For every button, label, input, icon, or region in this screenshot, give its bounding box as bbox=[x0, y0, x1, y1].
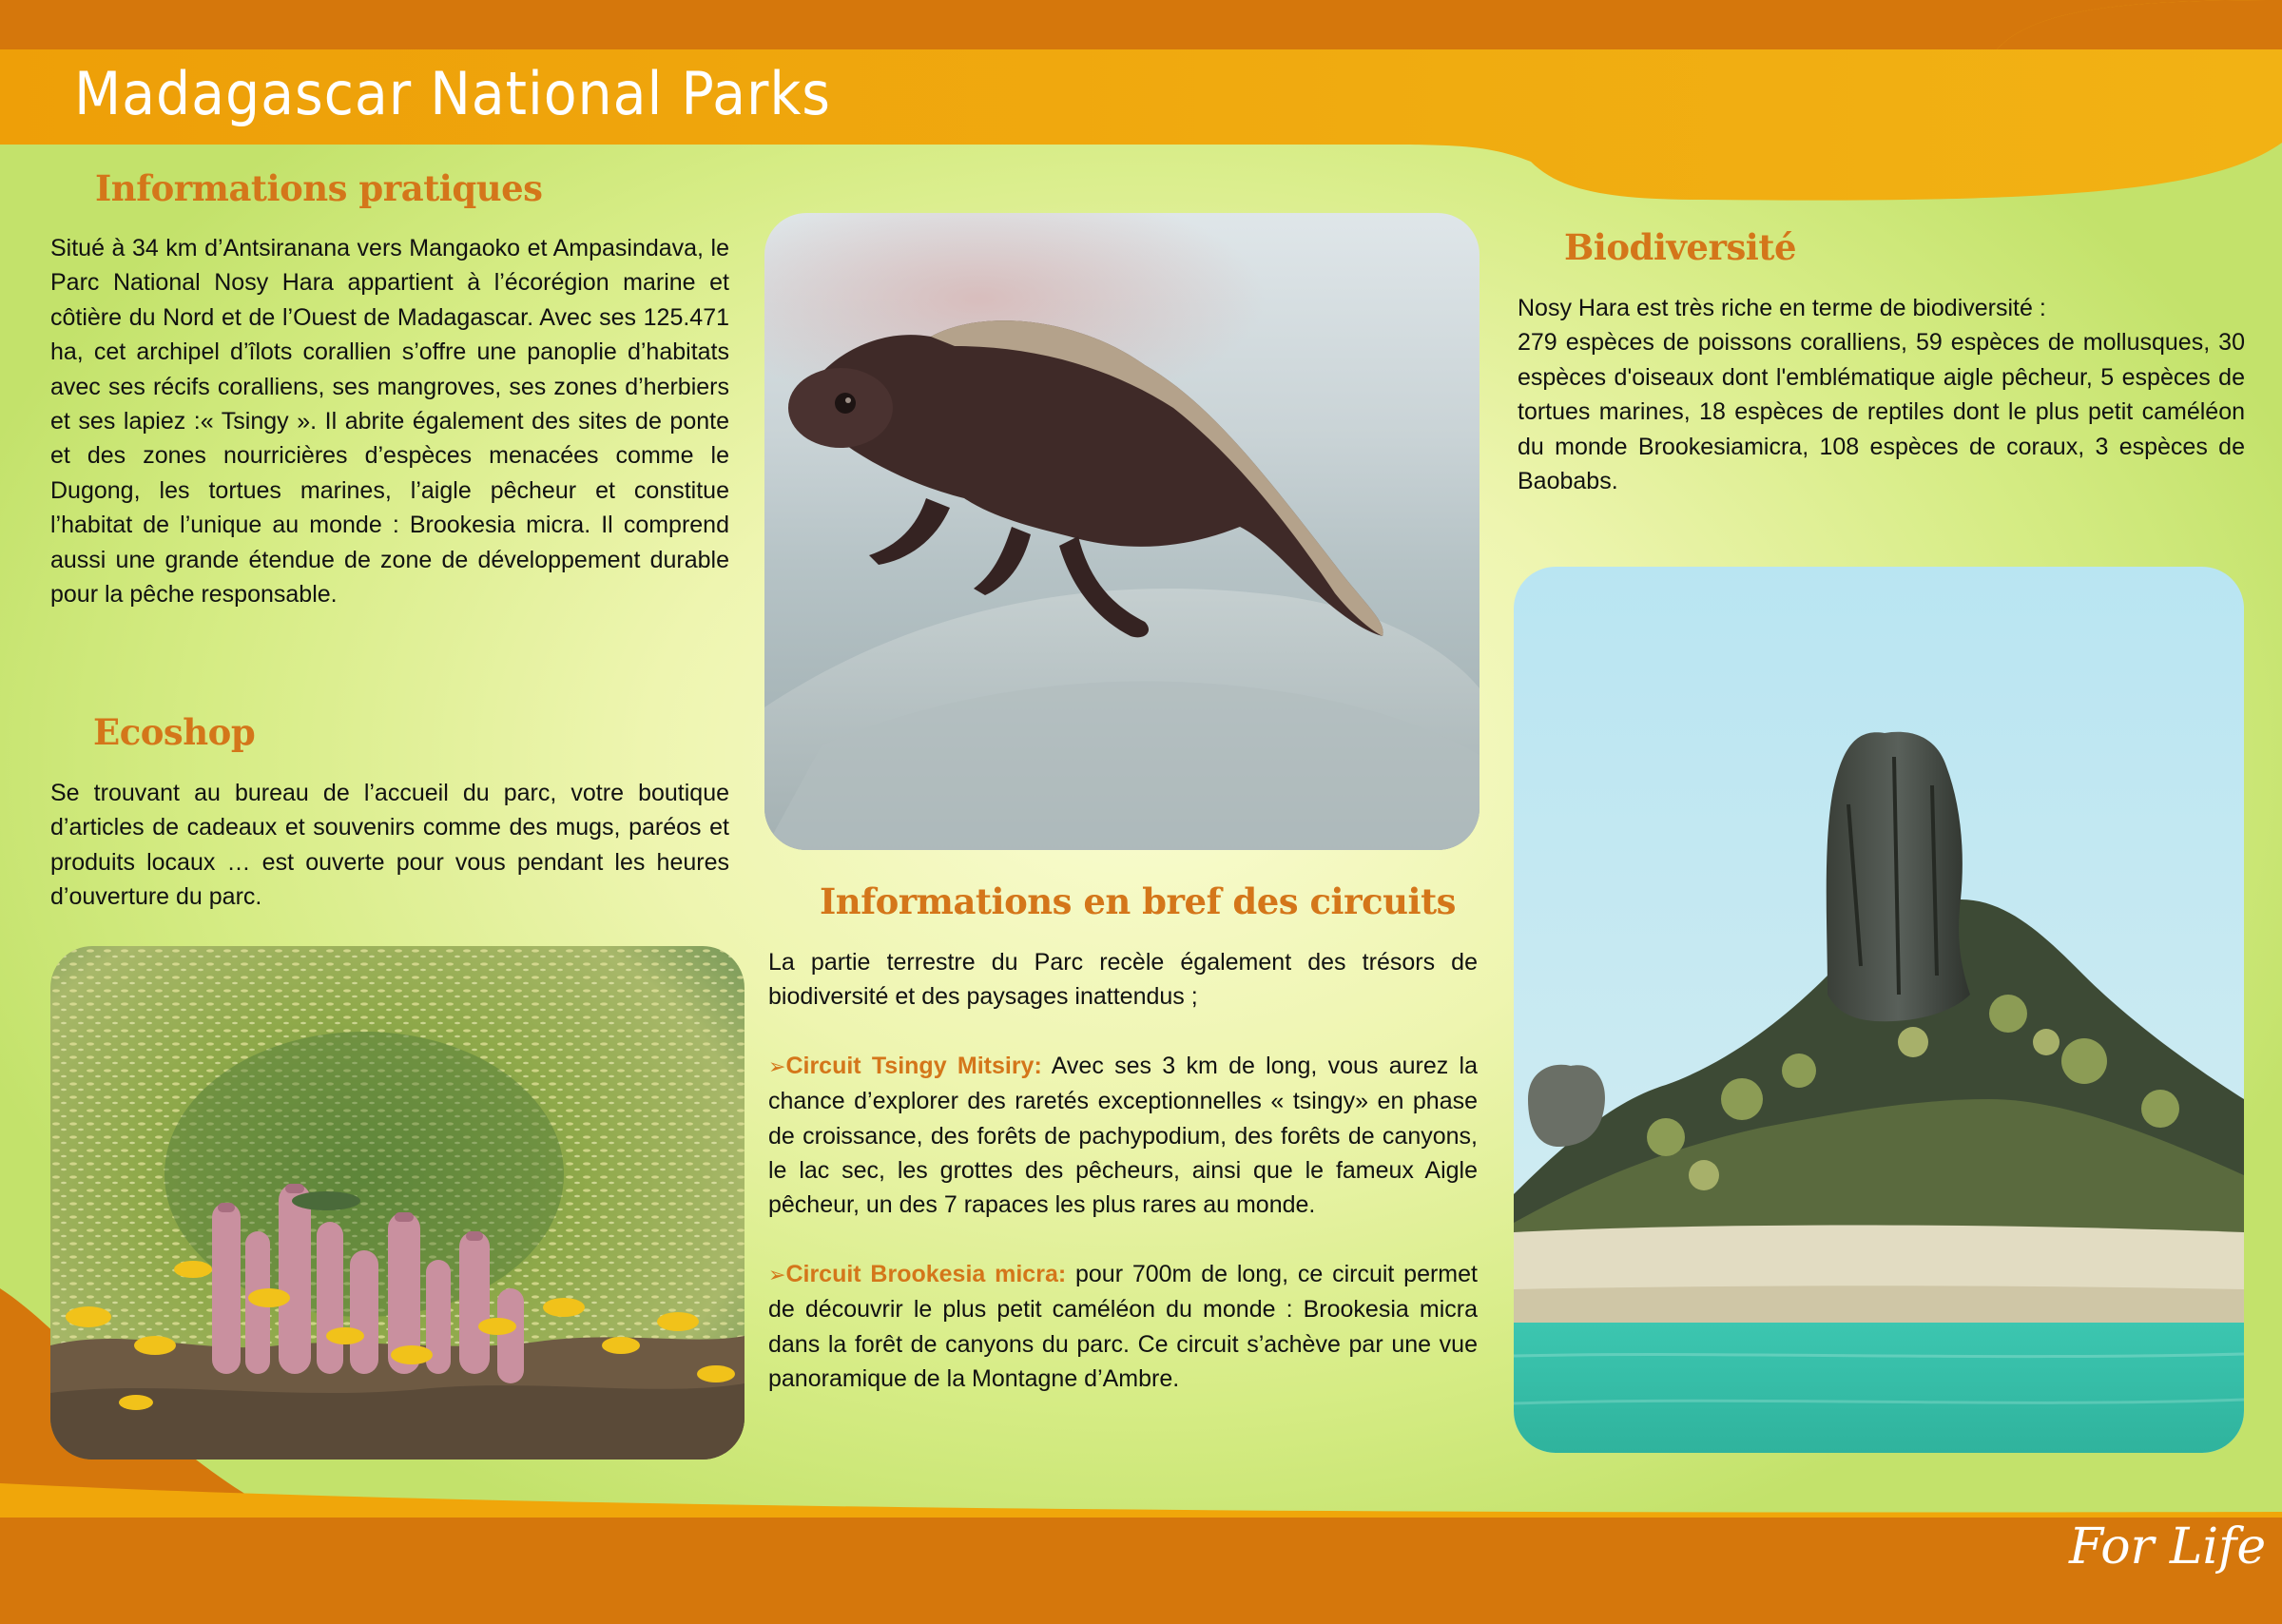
circuit-label: Circuit Tsingy Mitsiry: bbox=[785, 1052, 1042, 1079]
coral-reef-image bbox=[50, 946, 745, 1460]
circuits-heading: Informations en bref des circuits bbox=[820, 880, 1456, 922]
circuit-item bbox=[768, 1049, 1478, 1223]
biodiversite-heading: Biodiversité bbox=[1564, 226, 1796, 268]
island-rock-image bbox=[1514, 567, 2244, 1453]
circuit-description: pour 700m de long, ce circuit permet de découvrir le plus petit caméléon du monde : Brookesia micra dans la forêt de canyons du parc. Ce circuit s’achève par une vue panoramique de la Montagne d’Ambre. bbox=[768, 1260, 1478, 1393]
island-rock-photo bbox=[1514, 567, 2244, 1453]
circuit-item bbox=[768, 1257, 1478, 1397]
coral-reef-photo bbox=[50, 946, 745, 1460]
page-title: Madagascar National Parks bbox=[74, 59, 831, 128]
biodiversite-intro: Nosy Hara est très riche en terme de biodiversité : bbox=[1518, 295, 2046, 321]
spacer bbox=[768, 1223, 1478, 1257]
biodiversite-body: 279 espèces de poissons coralliens, 59 espèces de mollusques, 30 espèces d'oiseaux dont l'emblématique aigle pêcheur, 5 espèces de tortues marines, 18 espèces de reptiles dont le plus petit caméléon du monde Brookesiamicra, 108 espèces de coraux, 3 espèces de Baobabs. bbox=[1518, 329, 2245, 495]
chameleon-image bbox=[764, 213, 1479, 850]
circuits-intro: La partie terrestre du Parc recèle également des trésors de biodiversité et des paysages inattendus ; bbox=[768, 949, 1478, 1011]
chameleon-photo bbox=[764, 213, 1479, 850]
footer-tagline: For Life bbox=[2069, 1518, 2267, 1576]
biodiversite-text bbox=[1518, 291, 2245, 498]
spacer bbox=[768, 1015, 1478, 1049]
circuit-label: Circuit Brookesia micra: bbox=[785, 1260, 1067, 1287]
bullet-arrow-icon: ➢ bbox=[768, 1262, 786, 1286]
circuits-text bbox=[768, 945, 1478, 1396]
circuit-description: Avec ses 3 km de long, vous aurez la chance d’explorer des raretés exceptionnelles « tsingy» en phase de croissance, des forêts de pachypodium, des forêts de canyons, le lac sec, les grottes des pêcheurs, ainsi que le fameux Aigle pêcheur, un des 7 rapaces les plus rares au monde. bbox=[768, 1052, 1479, 1219]
ecoshop-heading: Ecoshop bbox=[93, 711, 256, 753]
informations-pratiques-text: Situé à 34 km d’Antsiranana vers Mangaoko et Ampasindava, le Parc National Nosy Hara appartient à l’écorégion marine et côtière du Nord et de l’Ouest de Madagascar. Avec ses 125.471 ha, cet archipel d’îlots corallien s’offre une panoplie d’habitats avec ses récifs coralliens, ses mangroves, ses zones d’herbiers et ses lapiez :« Tsingy ». Il abrite également des sites de ponte et des zones nourricières d’espèces menacées comme le Dugong, les tortues marines, l’aigle pêcheur et constitue l’habitat de l’unique au monde : Brookesia micra. Il comprend aussi une grande étendue de zone de développement durable pour la pêche responsable. bbox=[50, 235, 729, 609]
ecoshop-text: Se trouvant au bureau de l’accueil du parc, votre boutique d’articles de cadeaux et souvenirs comme des mugs, paréos et produits locaux … est ouverte pour vous pendant les heures d’ouverture du parc. bbox=[50, 780, 729, 911]
bullet-arrow-icon: ➢ bbox=[768, 1054, 786, 1078]
informations-pratiques-heading: Informations pratiques bbox=[95, 167, 543, 209]
